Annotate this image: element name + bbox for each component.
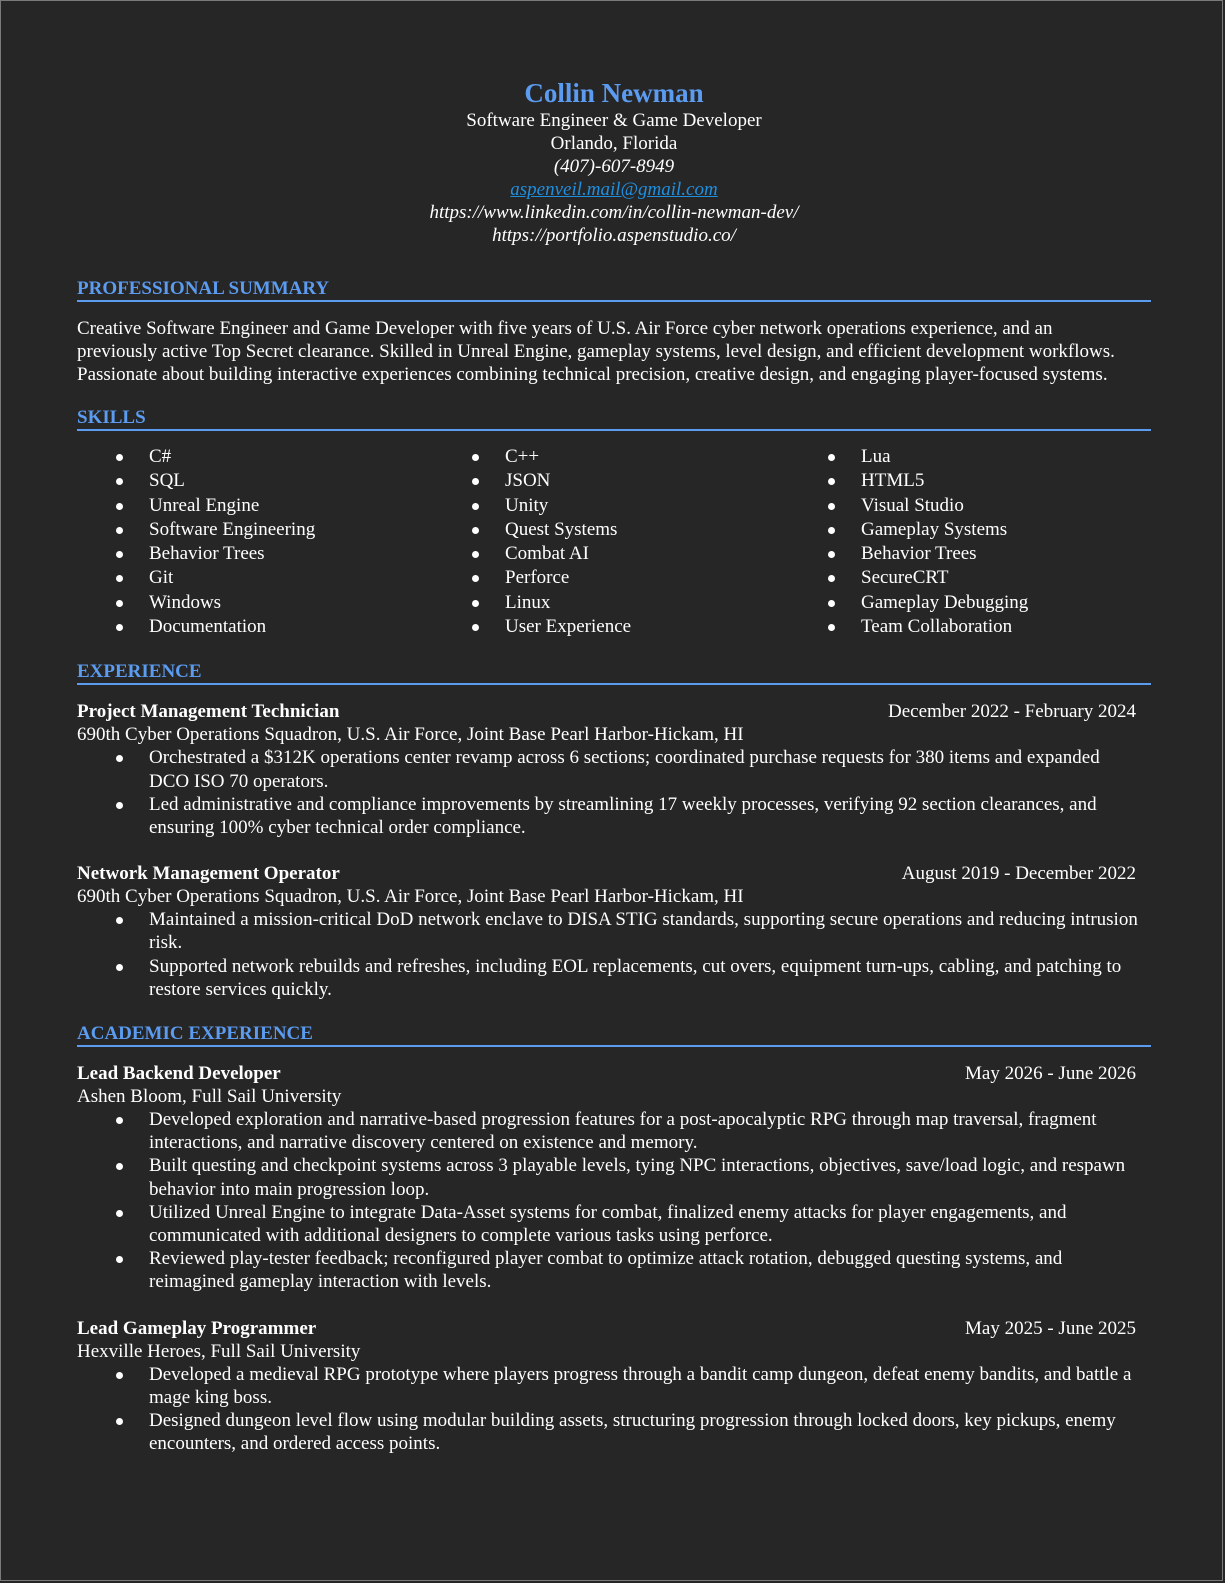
skill-item: Lua [789, 445, 1145, 469]
job-bullet: Orchestrated a $312K operations center revamp across 6 sections; coordinated purchase requests for 380 items and expanded DCO ISO 70 operators. [77, 746, 1139, 792]
skill-item: Visual Studio [789, 494, 1145, 518]
academic-bullet: Developed a medieval RPG prototype where players progress through a bandit camp dungeon, defeat enemy bandits, and battle a mage king boss. [77, 1363, 1139, 1409]
skills-column-2 [433, 445, 789, 639]
academic-heading: ACADEMIC EXPERIENCE [77, 1023, 1151, 1047]
academic-role: Lead Backend Developer [77, 1063, 281, 1084]
academic-bullet: Utilized Unreal Engine to integrate Data-Asset systems for combat, finalized enemy attacks for player engagements, and communicated with additional designers to complete various tasks using perforce. [77, 1201, 1139, 1247]
academic-header [77, 1062, 1136, 1085]
email-link[interactable]: aspenveil.mail@gmail.com [510, 179, 718, 200]
academic-bullet: Developed exploration and narrative-based progression features for a post-apocalyptic RPG through map traversal, fragment interactions, and narrative discovery centered on existence and memory. [77, 1108, 1139, 1154]
job-header [77, 700, 1136, 723]
academic-bullet: Designed dungeon level flow using modular building assets, structuring progression through locked doors, key pickups, enemy encounters, and ordered access points. [77, 1409, 1139, 1455]
academic-entry [77, 1062, 1151, 1294]
skill-item: User Experience [433, 615, 789, 639]
skill-item: C++ [433, 445, 789, 469]
job-bullets [77, 746, 1151, 839]
candidate-location: Orlando, Florida [550, 133, 678, 154]
experience-heading: EXPERIENCE [77, 661, 1151, 685]
skill-item: SQL [77, 469, 433, 493]
skill-item: Linux [433, 591, 789, 615]
academic-dates: May 2025 - June 2025 [965, 1317, 1136, 1339]
skills-column-3 [789, 445, 1145, 639]
job-dates: August 2019 - December 2022 [901, 863, 1136, 885]
skill-item: HTML5 [789, 469, 1145, 493]
job-title: Project Management Technician [77, 701, 340, 723]
skill-item: Perforce [433, 566, 789, 590]
skills-heading: SKILLS [77, 407, 1151, 431]
skill-item: Unreal Engine [77, 494, 433, 518]
summary-text: Creative Software Engineer and Game Developer with five years of U.S. Air Force cyber network operations experience, and an previously active Top Secret clearance. Skilled in Unreal Engine, gameplay systems, level design, and efficient development workflows. Passionate about building interactive experiences combining technical precision, creative design, and engaging player-focused systems. [77, 318, 1115, 385]
job-bullet: Maintained a mission-critical DoD network enclave to DISA STIG standards, supporting secure operations and reducing intrusion risk. [77, 908, 1139, 954]
skill-item: Quest Systems [433, 518, 789, 542]
skill-item: Documentation [77, 615, 433, 639]
academic-project: Hexville Heroes, Full Sail University [77, 1340, 361, 1362]
skill-item: C# [77, 445, 433, 469]
academic-entry [77, 1317, 1151, 1456]
resume-content [77, 77, 1151, 1455]
academic-project: Ashen Bloom, Full Sail University [77, 1086, 342, 1107]
job-organization: 690th Cyber Operations Squadron, U.S. Air Force, Joint Base Pearl Harbor-Hickam, HI [77, 724, 744, 746]
skill-item: Gameplay Debugging [789, 591, 1145, 615]
portfolio-url[interactable]: https://portfolio.aspenstudio.co/ [492, 225, 736, 246]
skill-item: Gameplay Systems [789, 518, 1145, 542]
skill-item: Team Collaboration [789, 615, 1145, 639]
candidate-title: Software Engineer & Game Developer [466, 110, 762, 131]
skill-item: Behavior Trees [789, 542, 1145, 566]
job-bullet: Led administrative and compliance improvements by streamlining 17 weekly processes, verifying 92 section clearances, and ensuring 100% cyber technical order compliance. [77, 793, 1139, 839]
job-entry [77, 862, 1151, 1001]
academic-bullet: Built questing and checkpoint systems across 3 playable levels, tying NPC interactions, objectives, save/load logic, and respawn behavior into main progression loop. [77, 1154, 1139, 1200]
skill-item: Behavior Trees [77, 542, 433, 566]
job-bullets [77, 908, 1151, 1001]
academic-bullets [77, 1363, 1151, 1456]
skill-item: Unity [433, 494, 789, 518]
candidate-name: Collin Newman [524, 78, 704, 108]
job-bullet: Supported network rebuilds and refreshes, including EOL replacements, cut overs, equipment turn-ups, cabling, and patching to restore services quickly. [77, 955, 1139, 1001]
job-dates: December 2022 - February 2024 [888, 701, 1136, 723]
academic-bullet: Reviewed play-tester feedback; reconfigured player combat to optimize attack rotation, debugged questing systems, and reimagined gameplay interaction with levels. [77, 1247, 1139, 1293]
candidate-phone: (407)-607-8949 [553, 156, 675, 177]
academic-header [77, 1317, 1136, 1340]
job-entry [77, 700, 1151, 839]
skill-item: Git [77, 566, 433, 590]
skill-item: SecureCRT [789, 566, 1145, 590]
job-header [77, 862, 1136, 885]
academic-bullets [77, 1108, 1151, 1294]
skills-grid [77, 445, 1151, 639]
academic-dates: May 2026 - June 2026 [965, 1063, 1136, 1084]
summary-heading: PROFESSIONAL SUMMARY [77, 278, 1151, 302]
skills-column-1 [77, 445, 433, 639]
linkedin-url[interactable]: https://www.linkedin.com/in/collin-newman-dev/ [429, 202, 799, 223]
skill-item: Software Engineering [77, 518, 433, 542]
job-organization: 690th Cyber Operations Squadron, U.S. Air Force, Joint Base Pearl Harbor-Hickam, HI [77, 886, 744, 908]
academic-role: Lead Gameplay Programmer [77, 1317, 317, 1339]
job-title: Network Management Operator [77, 863, 340, 885]
resume-header [77, 77, 1151, 247]
skill-item: JSON [433, 469, 789, 493]
skill-item: Combat AI [433, 542, 789, 566]
skill-item: Windows [77, 591, 433, 615]
